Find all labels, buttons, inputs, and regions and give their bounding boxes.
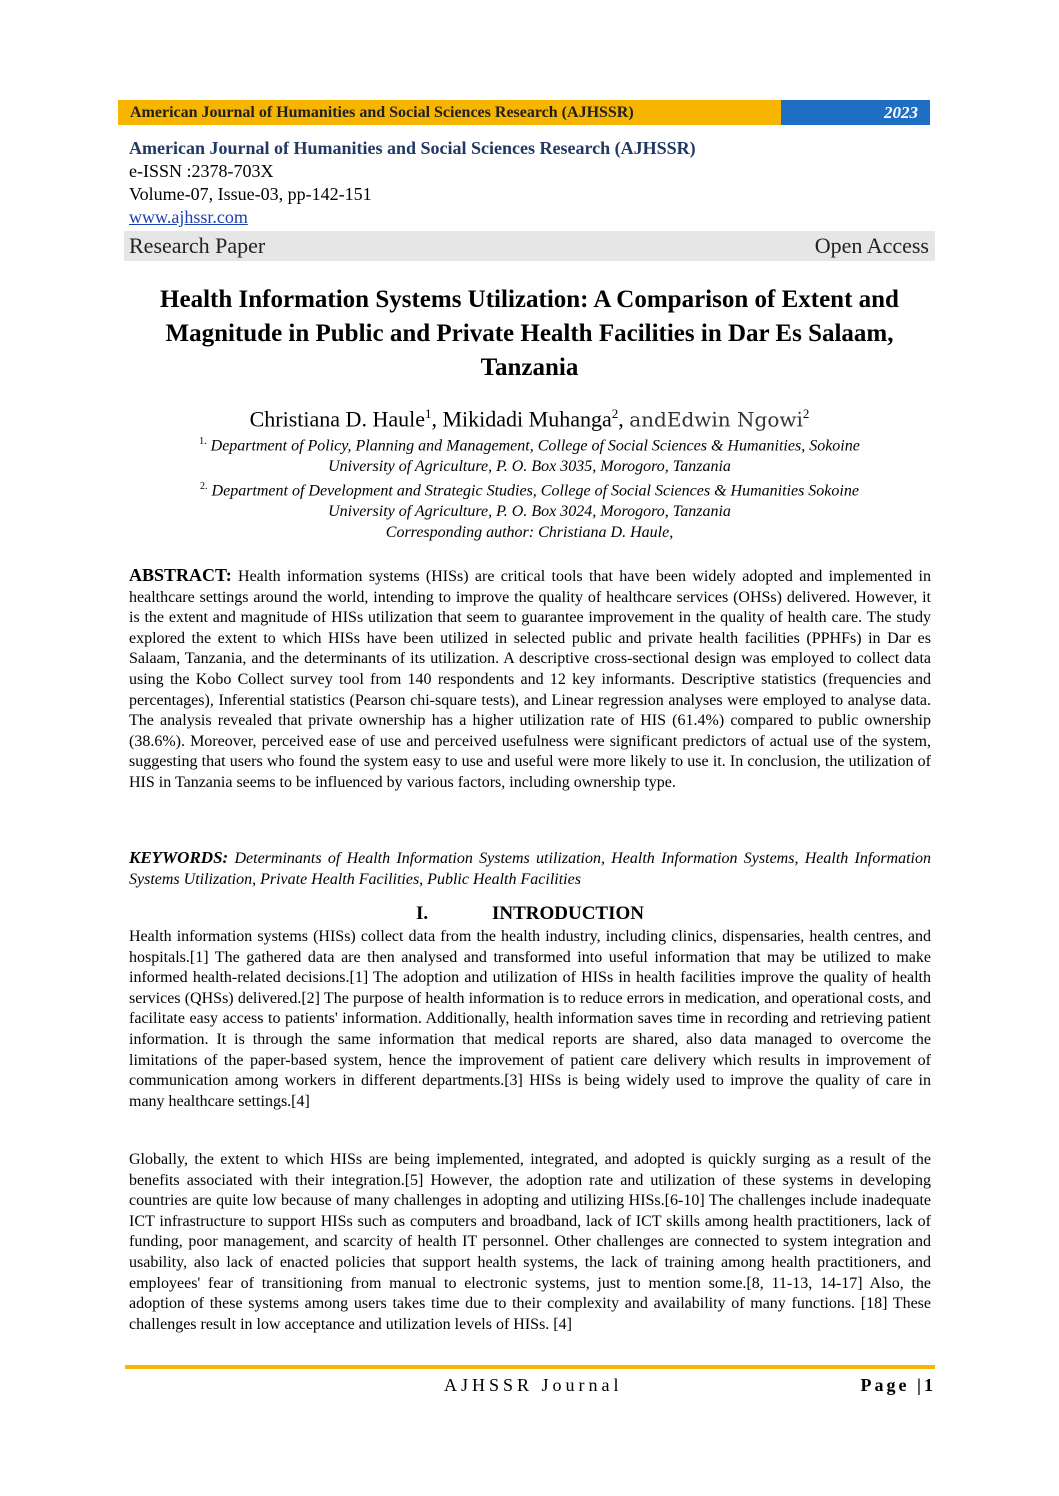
affiliation-2-text: Department of Development and Strategic Studies, College of Social Sciences & Humanities Sokoine xyxy=(207,482,859,500)
journal-header-band xyxy=(118,100,930,125)
affiliation-1-line-1 xyxy=(124,432,935,457)
author-3-affil: 2 xyxy=(802,406,810,421)
corresponding-author: Corresponding author: Christiana D. Haule, xyxy=(385,523,674,541)
author-separator: , xyxy=(431,406,443,432)
paper-title: Health Information Systems Utilization: A Comparison of Extent and Magnitude in Public and Private Health Facilities in Dar Es Salaam, Tanzania xyxy=(160,286,899,381)
author-separator: , xyxy=(618,406,630,432)
keywords-text: Determinants of Health Information Systems utilization, Health Information Systems, Health Information Systems Utilization, Private Health Facilities, Public Health Facilities xyxy=(129,850,931,888)
section-title: INTRODUCTION xyxy=(491,903,645,924)
author-2: Mikidadi Muhanga xyxy=(442,406,612,432)
author-1: Christiana D. Haule xyxy=(249,406,425,432)
footer-rule xyxy=(125,1365,935,1369)
journal-info xyxy=(129,136,933,228)
affiliation-1-text: Department of Policy, Planning and Management, College of Social Sciences & Humanities, Sokoine xyxy=(206,437,860,455)
author-list xyxy=(124,400,935,433)
affiliation-1-marker: 1. xyxy=(199,436,207,447)
access-type: Open Access xyxy=(814,233,929,258)
footer-page-number: 1 xyxy=(924,1375,933,1395)
journal-website-link[interactable]: www.ajhssr.com xyxy=(129,207,248,227)
affiliations xyxy=(124,432,935,543)
affiliation-2-marker: 2. xyxy=(200,481,208,493)
keywords xyxy=(129,848,931,890)
abstract xyxy=(129,565,931,794)
author-3: andEdwin Ngowi xyxy=(629,407,803,432)
affiliation-2-line-2: University of Agriculture, P. O. Box 3024, Morogoro, Tanzania xyxy=(328,503,731,521)
footer-page xyxy=(861,1375,933,1396)
affiliation-1-line-2: University of Agriculture, P. O. Box 3035, Morogoro, Tanzania xyxy=(328,457,731,475)
header-journal-cell xyxy=(118,100,781,125)
page-footer xyxy=(129,1375,933,1397)
volume-issue: Volume-07, Issue-03, pp-142-151 xyxy=(129,184,372,204)
paper-type: Research Paper xyxy=(129,233,266,258)
author-2-affil: 2 xyxy=(611,406,619,421)
issn: e-ISSN :2378-703X xyxy=(129,161,274,181)
paper-type-bar xyxy=(124,231,935,261)
footer-journal: AJHSSR Journal xyxy=(444,1375,623,1395)
abstract-label: ABSTRACT: xyxy=(129,565,232,585)
header-journal-name: American Journal of Humanities and Social Sciences Research (AJHSSR) xyxy=(130,103,634,121)
intro-paragraph-2: Globally, the extent to which HISs are being implemented, integrated, and adopted is quickly surging as a result of the benefits associated with their integration.[5] However, the adoption rate and utilization of these systems in developing countries are quite low because of many challenges in adopting and utilizing HISs.[6-10] The challenges include inadequate ICT infrastructure to support HISs such as computers and broadband, lack of ICT skills among health practitioners, lack of funding, poor management, and scarcity of health IT personnel. Other challenges are connected to system integration and usability, also lack of enacted policies that support health systems, the lack of training among health practitioners, and employees' fear of transitioning from manual to electronic systems, just to mention some.[8, 11-13, 14-17] Also, the adoption of these systems among users takes time due to their complexity and availability of many functions. [18] These challenges result in low acceptance and utilization levels of HISs. [4] xyxy=(129,1151,931,1333)
footer-page-label: Page | xyxy=(860,1375,924,1395)
section-number: I. xyxy=(415,903,429,924)
keywords-label: KEYWORDS: xyxy=(129,848,229,867)
header-year-cell xyxy=(781,100,930,125)
affiliation-2-line-1 xyxy=(124,477,935,502)
header-year: 2023 xyxy=(884,102,918,122)
author-1-affil: 1 xyxy=(424,406,432,421)
intro-paragraph-1: Health information systems (HISs) collect data from the health industry, including clinics, dispensaries, health centres, and hospitals.[1] The gathered data are then analysed and transformed into useful information that may be utilized to make informed health-related decisions.[1] The adoption and utilization of HISs in health facilities improve the quality of health services (QHSs) delivered.[2] The purpose of health information is to reduce errors in medication, and operational costs, and facilitate easy access to patients' information. Additionally, health information saves time in recording and retrieving patient information. It is through the same information that medical reports are shared, also data managed to overcome the limitations of the paper-based system, hence the improvement of patient care delivery which results in improvement of communication among workers in different departments.[3] HISs is being widely used to improve the quality of care in many healthcare settings.[4] xyxy=(129,928,931,1110)
abstract-text: Health information systems (HISs) are critical tools that have been widely adopted and implemented in healthcare settings around the world, intending to improve the quality of healthcare services (OHSs) delivered. However, it is the extent and magnitude of HISs utilization that seem to guarantee improvement in the quality of health care. The study explored the extent to which HISs have been utilized in selected public and private health facilities (PPHFs) in Dar es Salaam, Tanzania, and the determinants of its utilization. A descriptive cross-sectional design was employed to collect data using the Kobo Collect survey tool from 140 respondents and 12 key informants. Descriptive statistics (frequencies and percentages), Inferential statistics (Pearson chi-square tests), and Linear regression analyses were employed to analyse data. The analysis revealed that private ownership has a higher utilization rate of HIS (61.4%) compared to public ownership (38.6%). Moreover, perceived ease of use and perceived usefulness were significant predictors of actual use of the system, suggesting that users who found the system easy to use and useful were more likely to use it. In conclusion, the utilization of HIS in Tanzania seems to be influenced by various factors, including ownership type. xyxy=(129,568,931,791)
journal-name: American Journal of Humanities and Social Sciences Research (AJHSSR) xyxy=(129,138,696,158)
section-heading xyxy=(129,902,931,926)
